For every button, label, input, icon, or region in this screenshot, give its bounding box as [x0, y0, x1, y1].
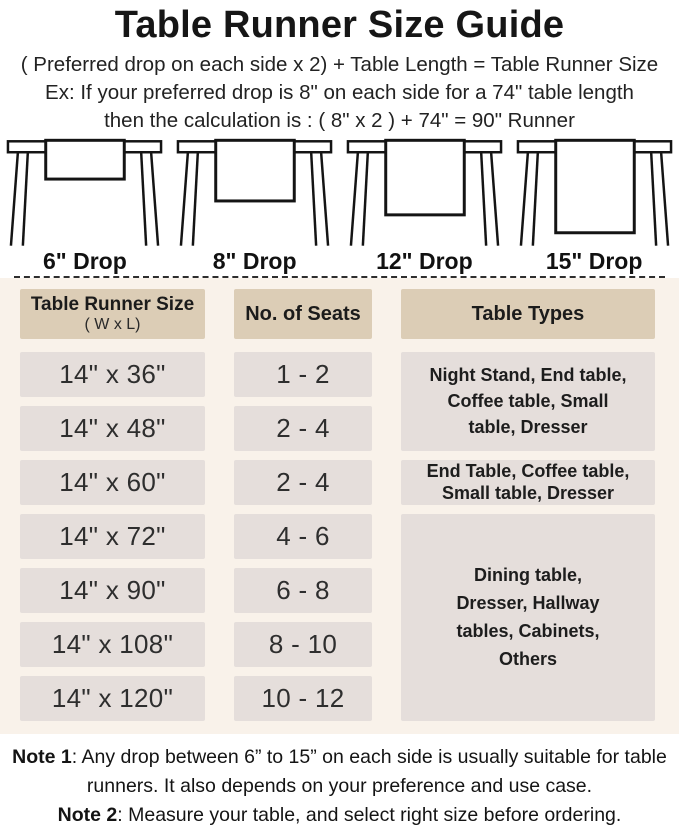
seats-cell: 6 - 8 [234, 568, 372, 613]
column-header-runner-size [20, 289, 205, 339]
seats-cell: 4 - 6 [234, 514, 372, 559]
seats-cell: 2 - 4 [234, 460, 372, 505]
table-leg [321, 152, 328, 245]
runner-drape [555, 140, 634, 232]
header-seats-label: No. of Seats [245, 302, 361, 325]
table-types-cell-medium-tables: End Table, Coffee table, Small table, Dresser [401, 460, 655, 505]
note-1-text: : Any drop between 6” to 15” on each side is usually suitable for table runners. It also depends on your preference and use case. [71, 745, 667, 797]
table-illustration-15-drop [509, 138, 679, 246]
formula-text: ( Preferred drop on each side x 2) + Table Length = Table Runner Size [20, 52, 659, 76]
size-cell: 14" x 48" [20, 406, 205, 451]
table-with-runner-drawing [170, 138, 339, 246]
seats-cell: 10 - 12 [234, 676, 372, 721]
table-leg [661, 152, 668, 245]
table-leg [193, 152, 198, 245]
notes-section [0, 734, 679, 830]
page-title: Table Runner Size Guide [114, 4, 565, 46]
note-2-text: : Measure your table, and select right size before ordering. [117, 803, 622, 826]
column-table-types [401, 289, 655, 721]
drop-label-6: 6" Drop [43, 247, 127, 274]
size-cell: 14" x 108" [20, 622, 205, 667]
example-line-2: then the calculation is : ( 8" x 2 ) + 74" = 90" Runner [104, 108, 575, 132]
note-2 [4, 801, 675, 830]
note-1 [4, 743, 675, 801]
drop-label-12: 12" Drop [376, 247, 473, 274]
header-table-types-label: Table Types [471, 302, 585, 325]
table-leg [651, 152, 656, 245]
size-cell: 14" x 72" [20, 514, 205, 559]
size-table [0, 278, 679, 734]
table-leg [363, 152, 368, 245]
runner-drape [216, 140, 295, 201]
size-cell: 14" x 90" [20, 568, 205, 613]
note-1-label: Note 1 [12, 745, 72, 768]
table-leg [181, 152, 188, 245]
seats-cell: 8 - 10 [234, 622, 372, 667]
table-leg [481, 152, 486, 245]
seats-cell: 2 - 4 [234, 406, 372, 451]
header-runner-size-sublabel: ( W x L) [84, 315, 141, 333]
column-seats [234, 289, 372, 721]
table-with-runner-drawing [340, 138, 509, 246]
runner-drape [386, 140, 465, 215]
column-header-seats [234, 289, 372, 339]
table-leg [491, 152, 498, 245]
size-cell: 14" x 120" [20, 676, 205, 721]
table-illustration-12-drop [340, 138, 510, 246]
runner-drape [46, 140, 125, 179]
drop-illustrations [0, 138, 679, 246]
table-leg [23, 152, 28, 245]
table-with-runner-drawing [510, 138, 679, 246]
table-illustration-8-drop [170, 138, 340, 246]
table-leg [532, 152, 537, 245]
table-leg [521, 152, 528, 245]
table-types-cell-large-tables: Dining table, Dresser, Hallway tables, Cabinets, Others [401, 514, 655, 721]
size-cell: 14" x 36" [20, 352, 205, 397]
column-runner-size [20, 289, 205, 721]
drop-labels-row [0, 247, 679, 275]
table-types-cell-small-tables: Night Stand, End table, Coffee table, Small table, Dresser [401, 352, 655, 451]
table-leg [11, 152, 18, 245]
drop-label-15: 15" Drop [545, 247, 643, 274]
column-header-table-types [401, 289, 655, 339]
size-cell: 14" x 60" [20, 460, 205, 505]
table-leg [151, 152, 158, 245]
drop-label-8: 8" Drop [212, 247, 297, 274]
header-runner-size-label: Table Runner Size [30, 293, 195, 315]
table-leg [351, 152, 358, 245]
table-leg [142, 152, 147, 245]
example-line-1: Ex: If your preferred drop is 8" on each side for a 74" table length [45, 80, 634, 104]
table-illustration-6-drop [0, 138, 170, 246]
seats-cell: 1 - 2 [234, 352, 372, 397]
table-with-runner-drawing [0, 138, 169, 246]
note-2-label: Note 2 [57, 803, 118, 826]
table-leg [311, 152, 316, 245]
